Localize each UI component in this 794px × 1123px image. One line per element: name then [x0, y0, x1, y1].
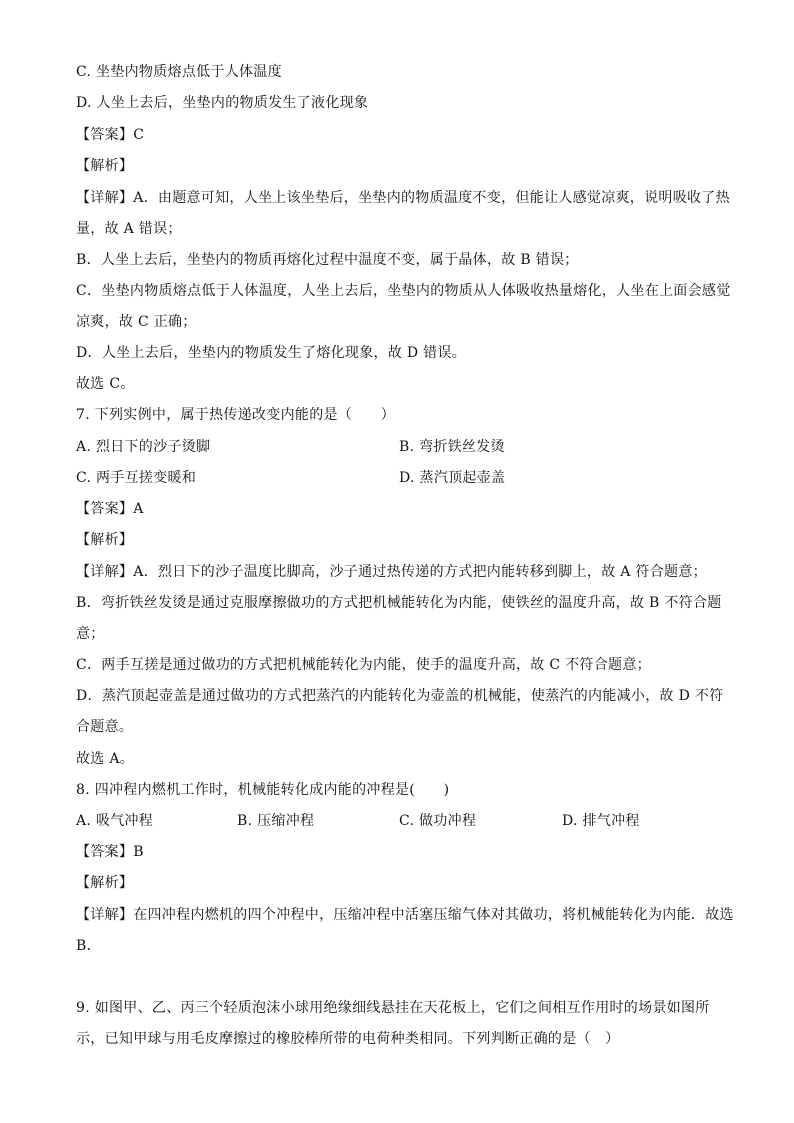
q7-detail-line: 【详解】A．烈日下的沙子温度比脚高，沙子通过热传递的方式把内能转移到脚上，故 A 符合题意； [76, 564, 707, 580]
q6-detail-line: 【详解】A．由题意可知，人坐上该坐垫后，坐垫内的物质温度不变，但能让人感觉凉爽，说明吸收了热 [76, 190, 730, 206]
q8-answer: 【答案】B [76, 844, 144, 860]
q6-detail-line: C．坐垫内物质熔点低于人体温度，人坐上去后，坐垫内的物质从人体吸收热量熔化，人坐在上面会感觉 [76, 283, 731, 299]
q8-option-c: C. 做功冲程 [399, 813, 477, 829]
q7-detail-line: 意； [76, 626, 105, 642]
q7-answer: 【答案】A [76, 501, 144, 517]
q8-detail-line: B． [76, 938, 101, 954]
q6-analysis-heading: 【解析】 [76, 158, 134, 174]
q7-detail-line: 合题意。 [76, 719, 134, 735]
q7-analysis-heading: 【解析】 [76, 532, 134, 548]
q7-conclusion: 故选 A。 [76, 751, 135, 767]
q7-stem: 7. 下列实例中，属于热传递改变内能的是（ ） [76, 407, 396, 423]
q9-stem: 示，已知甲球与用毛皮摩擦过的橡胶棒所带的电荷种类相同。下列判断正确的是（ ） [76, 1031, 620, 1047]
q6-detail-line: 量，故 A 错误； [76, 221, 182, 237]
q7-detail-line: B．弯折铁丝发烫是通过克服摩擦做功的方式把机械能转化为内能，使铁丝的温度升高，故 B 不符合题 [76, 595, 722, 611]
q6-conclusion: 故选 C。 [76, 376, 135, 392]
q8-option-d: D. 排气冲程 [562, 813, 640, 829]
q8-detail-line: 【详解】在四冲程内燃机的四个冲程中，压缩冲程中活塞压缩气体对其做功，将机械能转化为内能．故选 [76, 907, 734, 923]
q7-detail-line: D．蒸汽顶起壶盖是通过做功的方式把蒸汽的内能转化为壶盖的机械能，使蒸汽的内能减小，故 D 不符 [76, 688, 724, 704]
q8-analysis-heading: 【解析】 [76, 875, 134, 891]
q7-option-d: D. 蒸汽顶起壶盖 [399, 470, 506, 486]
q7-option-a: A. 烈日下的沙子烫脚 [76, 439, 211, 455]
q9-stem: 9. 如图甲、乙、丙三个轻质泡沫小球用绝缘细线悬挂在天花板上，它们之间相互作用时的场景如图所 [76, 1000, 710, 1016]
q7-detail-line: C．两手互搓是通过做功的方式把机械能转化为内能，使手的温度升高，故 C 不符合题意； [76, 657, 651, 673]
q8-option-a: A. 吸气冲程 [76, 813, 154, 829]
q8-stem: 8. 四冲程内燃机工作时，机械能转化成内能的冲程是( ) [76, 782, 450, 798]
q6-option-c: C. 坐垫内物质熔点低于人体温度 [76, 64, 282, 80]
q6-detail-line: B．人坐上去后，坐垫内的物质再熔化过程中温度不变，属于晶体，故 B 错误； [76, 252, 579, 268]
q7-option-c: C. 两手互搓变暖和 [76, 470, 197, 486]
q6-answer: 【答案】C [76, 127, 145, 143]
q8-option-b: B. 压缩冲程 [237, 813, 315, 829]
q7-option-b: B. 弯折铁丝发烫 [399, 439, 505, 455]
q6-detail-line: 凉爽，故 C 正确； [76, 314, 197, 330]
q6-option-d: D. 人坐上去后，坐垫内的物质发生了液化现象 [76, 95, 369, 111]
q6-detail-line: D．人坐上去后，坐垫内的物质发生了熔化现象，故 D 错误。 [76, 345, 467, 361]
